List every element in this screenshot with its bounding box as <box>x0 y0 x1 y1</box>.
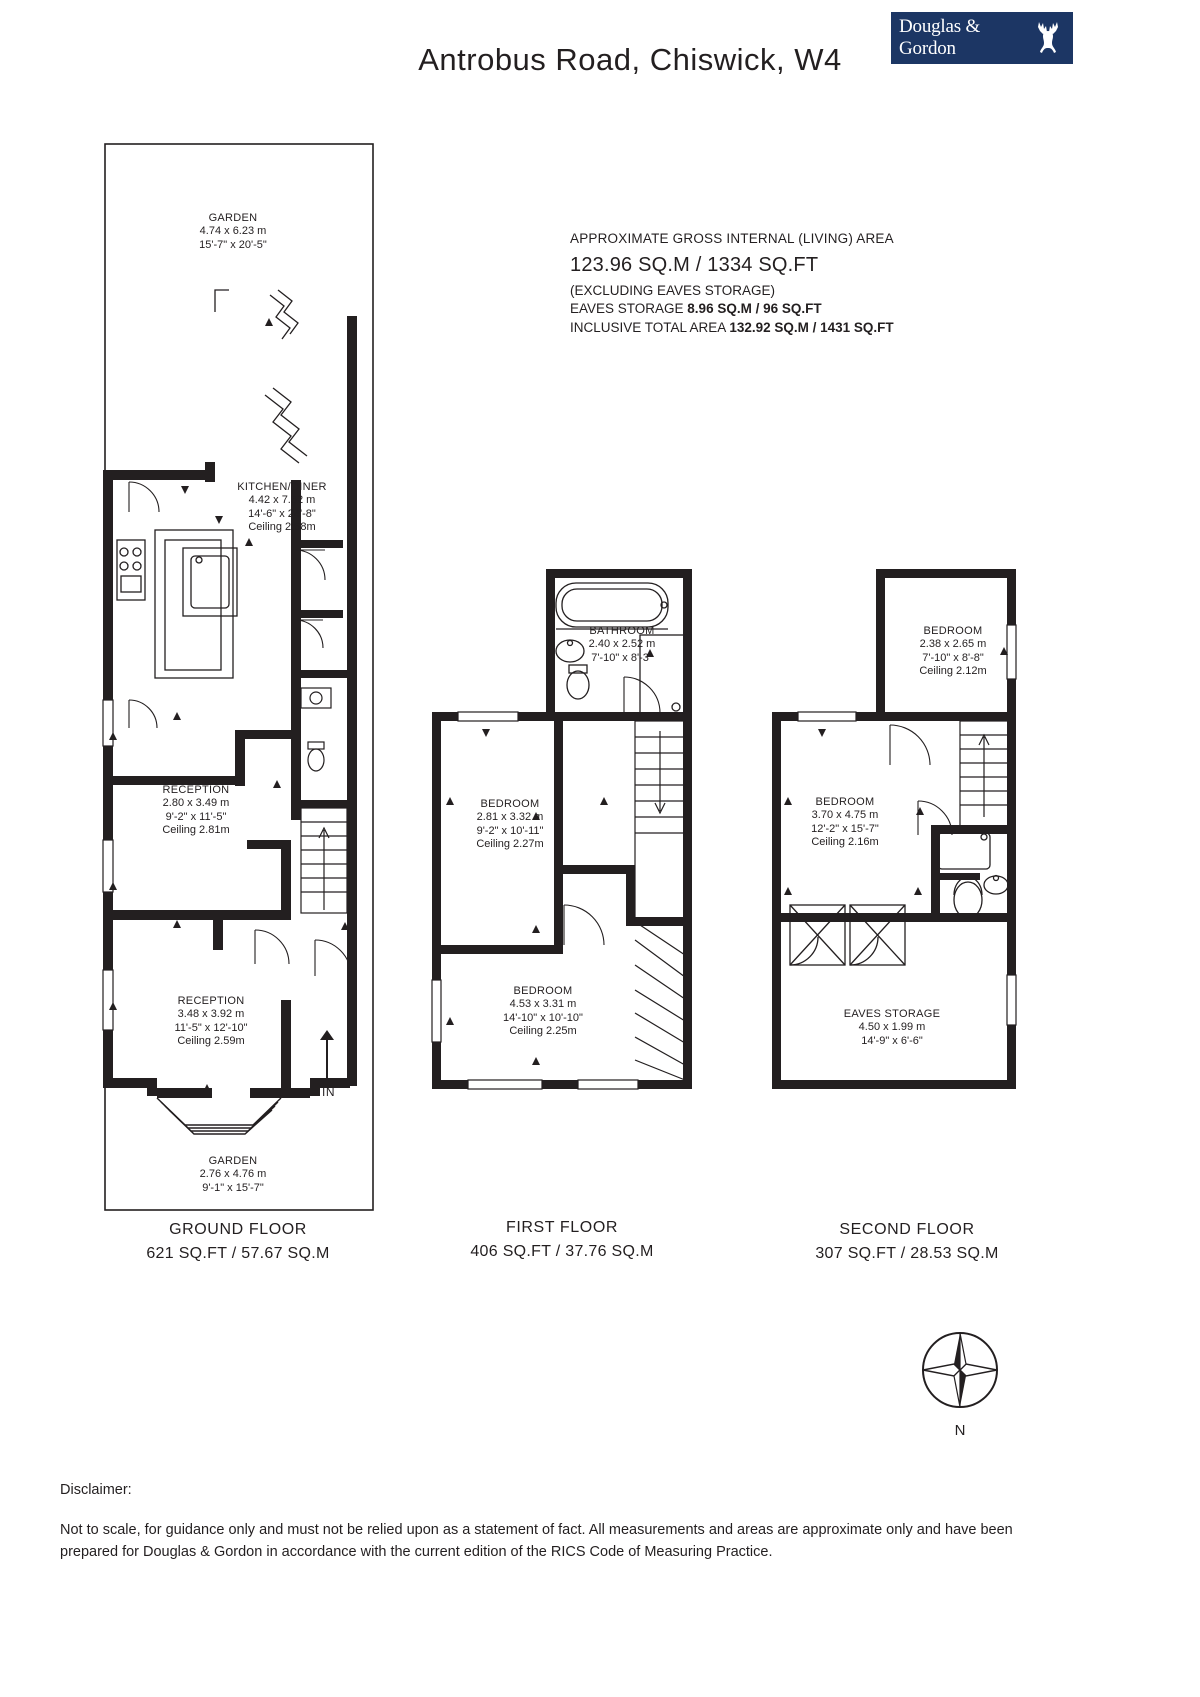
eaves-value: 8.96 SQ.M / 96 SQ.FT <box>687 301 822 317</box>
area-summary <box>570 230 990 337</box>
room-label-kitchen-diner: KITCHEN/DINER 4.42 x 7.52 m 14'-6" x 24'-8" Ceiling 2.58m <box>237 481 327 534</box>
room-label-bathroom: BATHROOM 2.40 x 2.52 m 7'-10" x 8'-3" <box>588 625 656 664</box>
room-label-reception-rear: RECEPTION 2.80 x 3.49 m 9'-2" x 11'-5" Ceiling 2.81m <box>162 784 230 837</box>
room-label-bedroom-second-front: BEDROOM 3.70 x 4.75 m 12'-2" x 15'-7" Ceiling 2.16m <box>811 796 879 849</box>
caption-ground-floor: GROUND FLOOR 621 SQ.FT / 57.67 SQ.M <box>146 1221 330 1262</box>
compass <box>915 1325 1005 1440</box>
inclusive-value: 132.92 SQ.M / 1431 SQ.FT <box>729 319 894 335</box>
room-label-bedroom-second-rear: BEDROOM 2.38 x 2.65 m 7'-10" x 8'-8" Ceiling 2.12m <box>919 625 987 678</box>
page-title <box>0 42 1200 78</box>
entrance-arrow-head <box>320 1030 334 1040</box>
compass-north-label: N <box>954 1422 966 1439</box>
disclaimer-title: Disclaimer: <box>60 1482 132 1498</box>
room-label-reception-front: RECEPTION 3.48 x 3.92 m 11'-5" x 12'-10" Ceiling 2.59m <box>174 995 248 1048</box>
inclusive-label: INCLUSIVE TOTAL AREA <box>570 319 730 335</box>
eaves-label: EAVES STORAGE <box>570 301 688 317</box>
entrance-label: IN <box>322 1085 335 1099</box>
entrance-arrow-shaft <box>326 1035 328 1079</box>
room-label-eaves-storage: EAVES STORAGE 4.50 x 1.99 m 14'-9" x 6'-6" <box>843 1008 941 1047</box>
area-summary-eaves <box>570 300 990 318</box>
area-summary-inclusive <box>570 319 990 337</box>
disclaimer <box>60 1480 1060 1563</box>
room-label-garden-rear: GARDEN 4.74 x 6.23 m 15'-7" x 20'-5" <box>199 212 267 251</box>
ground-floor-plan <box>95 140 385 1215</box>
compass-rose-icon <box>915 1325 1005 1415</box>
room-label-garden-front: GARDEN 2.76 x 4.76 m 9'-1" x 15'-7" <box>199 1155 267 1194</box>
caption-first-floor: FIRST FLOOR 406 SQ.FT / 37.76 SQ.M <box>470 1219 654 1260</box>
disclaimer-body: Not to scale, for guidance only and must not be relied upon as a statement of fact. All measurements and areas are approximate only and have been prepared for Douglas & Gordon in accordance with the current edition of the RICS Code of Measuring Practice. <box>60 1521 1013 1560</box>
area-summary-heading: APPROXIMATE GROSS INTERNAL (LIVING) AREA <box>570 231 894 246</box>
room-label-bedroom-first-rear: BEDROOM 2.81 x 3.32 m 9'-2" x 10'-11" Ceiling 2.27m <box>476 798 544 851</box>
room-label-bedroom-first-front: BEDROOM 4.53 x 3.31 m 14'-10" x 10'-10" Ceiling 2.25m <box>503 985 583 1038</box>
page-title-text: Antrobus Road, Chiswick, W4 <box>418 42 842 77</box>
area-summary-exclusion: (EXCLUDING EAVES STORAGE) <box>570 283 776 299</box>
brand-logo-text: Douglas & Gordon <box>899 16 981 59</box>
caption-second-floor: SECOND FLOOR 307 SQ.FT / 28.53 SQ.M <box>815 1221 999 1262</box>
area-summary-total: 123.96 SQ.M / 1334 SQ.FT <box>570 254 819 277</box>
